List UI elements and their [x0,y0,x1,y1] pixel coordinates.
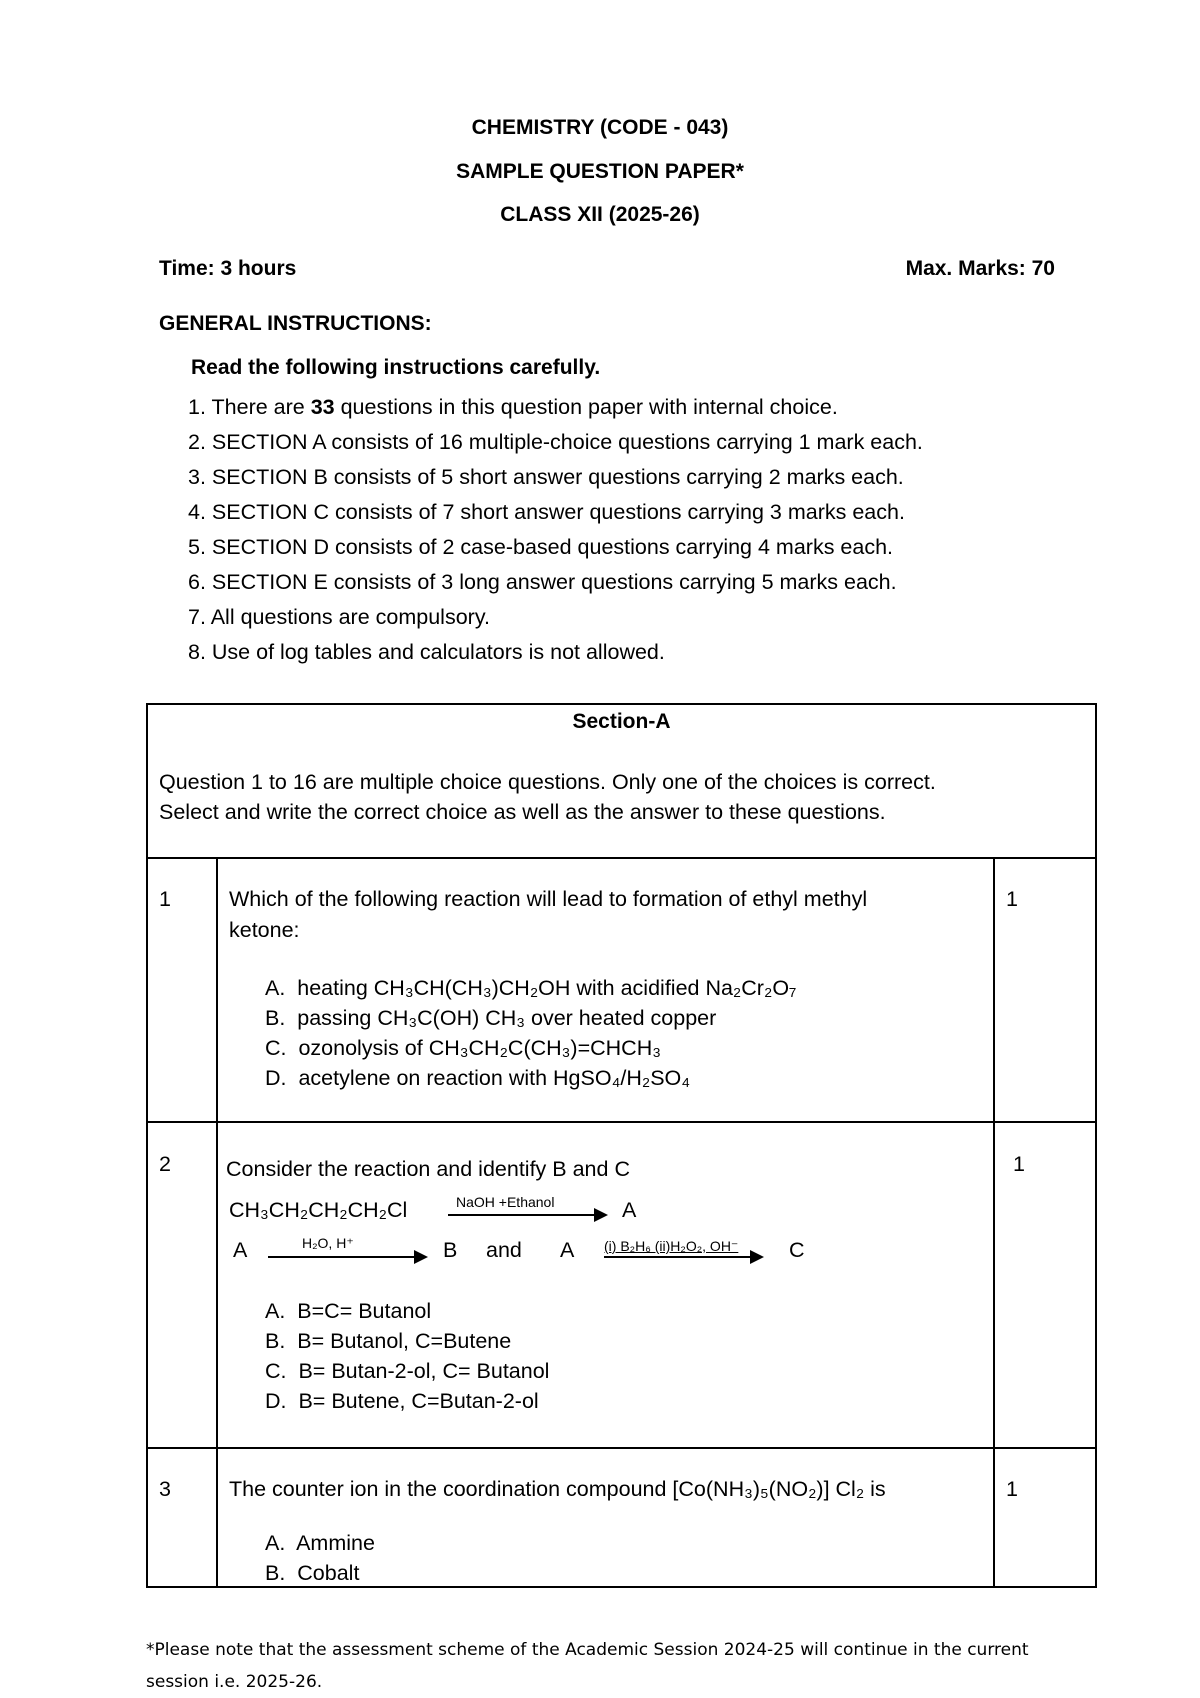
option: A. Ammine [265,1531,375,1555]
section-a-intro: Question 1 to 16 are multiple choice questions. Only one of the choices is correct. [159,770,936,794]
option: D. acetylene on reaction with HgSO₄/H₂SO₄ [265,1066,691,1090]
reaction-arrow [448,1214,595,1216]
arrow-head-icon [750,1250,764,1264]
options-list [265,1528,375,1588]
question-text: The counter ion in the coordination compound [Co(NH₃)₅(NO₂)] Cl₂ is [229,1477,886,1501]
option: A. heating CH₃CH(CH₃)CH₂OH with acidified Na₂Cr₂O₇ [265,976,797,1000]
question-marks: 1 [1006,1477,1018,1501]
paper-title: CHEMISTRY (CODE - 043) [471,116,729,139]
question-text: Consider the reaction and identify B and C [226,1157,630,1181]
question-text: Which of the following reaction will lead to formation of ethyl methyl [229,887,868,911]
section-a-title: Section-A [572,710,671,733]
max-marks-label: Max. Marks: 70 [905,257,1055,280]
instructions-list [188,390,923,670]
option: C. B= Butan-2-ol, C= Butanol [265,1359,550,1383]
product-a: A [622,1198,637,1222]
product-c: C [789,1238,805,1262]
question-number: 2 [159,1152,171,1176]
reactant: A [233,1238,248,1262]
instruction-item: 7. All questions are compulsory. [188,605,490,629]
options-list [265,1296,549,1416]
product-b: B [443,1238,458,1262]
class-line: CLASS XII (2025-26) [500,203,700,226]
instructions-lead: Read the following instructions carefully. [191,356,601,379]
instruction-item: 4. SECTION C consists of 7 short answer questions carrying 3 marks each. [188,500,905,524]
option: C. ozonolysis of CH₃CH₂C(CH₃)=CHCH₃ [265,1036,661,1060]
and-text: and [486,1238,522,1262]
instruction-item: 2. SECTION A consists of 16 multiple-choice questions carrying 1 mark each. [188,430,923,454]
options-list [265,973,796,1093]
option: B. passing CH₃C(OH) CH₃ over heated copper [265,1006,717,1030]
instruction-item: 3. SECTION B consists of 5 short answer questions carrying 2 marks each. [188,465,904,489]
section-a-intro: Select and write the correct choice as well as the answer to these questions. [159,800,886,824]
reagent-label: NaOH +Ethanol [456,1194,555,1210]
option: D. B= Butene, C=Butan-2-ol [265,1389,539,1413]
question-text: ketone: [229,918,300,942]
reaction-arrow [268,1256,416,1258]
instruction-item: 5. SECTION D consists of 2 case-based questions carrying 4 marks each. [188,535,894,559]
instruction-item: 6. SECTION E consists of 3 long answer questions carrying 5 marks each. [188,570,897,594]
reagent-label: (i) B₂H₆ (ii)H₂O₂, OH⁻ [604,1238,739,1254]
question-marks: 1 [1013,1152,1025,1176]
instruction-item: 8. Use of log tables and calculators is not allowed. [188,640,665,664]
time-label: Time: 3 hours [159,257,297,280]
question-number: 3 [159,1477,171,1501]
question-number: 1 [159,887,171,911]
instructions-heading: GENERAL INSTRUCTIONS: [159,312,432,335]
arrow-head-icon [594,1208,608,1222]
reactant: CH₃CH₂CH₂CH₂Cl [229,1198,408,1222]
instruction-item: 1. There are 33 questions in this question paper with internal choice. [188,395,838,419]
footer-note: *Please note that the assessment scheme of the Academic Session 2024-25 will continue in the current session i.e. 2025-26. [146,1640,1029,1692]
option: B. Cobalt [265,1561,360,1585]
reagent-label: H₂O, H⁺ [302,1235,354,1251]
option: A. B=C= Butanol [265,1299,432,1323]
question-marks: 1 [1006,887,1018,911]
reaction-arrow [604,1256,752,1258]
arrow-head-icon [414,1250,428,1264]
paper-subtitle: SAMPLE QUESTION PAPER* [456,160,744,183]
reactant: A [560,1238,575,1262]
option: B. B= Butanol, C=Butene [265,1329,512,1353]
